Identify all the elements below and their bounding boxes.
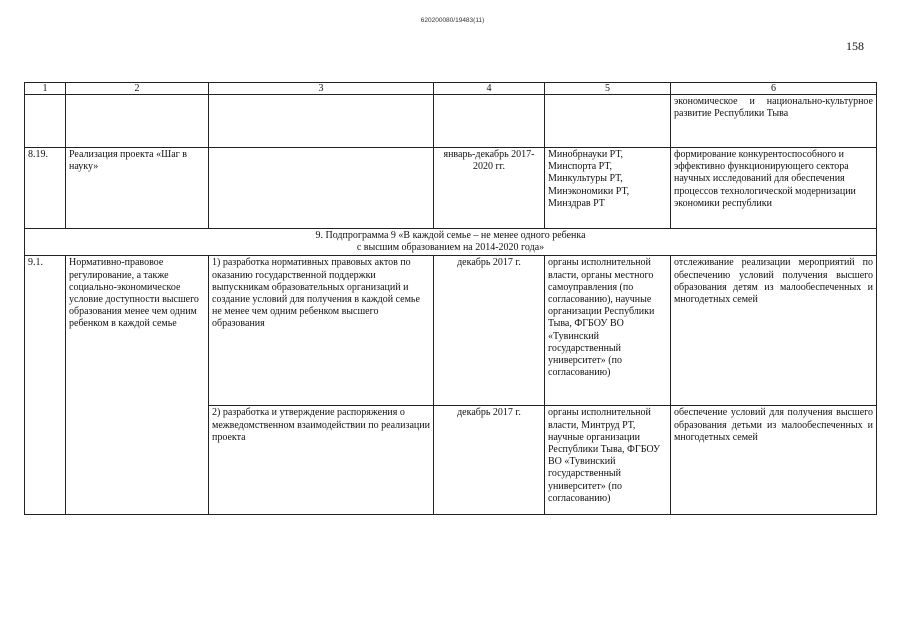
row-executor: органы исполнительной власти, Минтруд РТ, научные организации Республики Тыва, ФГБОУ ВО «Тувинский государственный университет» (по согласованию) (545, 406, 671, 515)
column-header: 3 (209, 83, 434, 95)
page-number: 158 (846, 39, 864, 53)
program-table (24, 82, 877, 515)
table-header-row (25, 83, 877, 95)
section-title-line: с высшим образованием на 2014-2020 года» (356, 242, 545, 254)
document-id: 620200080/19483(11) (420, 17, 485, 24)
column-header: 4 (434, 83, 545, 95)
row-name (66, 95, 209, 148)
row-period (434, 95, 545, 148)
row-measure (209, 95, 434, 148)
row-result: экономическое и национально-культурное развитие Республики Тыва (671, 95, 877, 148)
row-number: 9.1. (25, 256, 66, 515)
section-title-line: 9. Подпрограмма 9 «В каждой семье – не менее одного ребенка (315, 230, 586, 241)
row-number: 8.19. (25, 148, 66, 229)
row-measure (209, 148, 434, 229)
row-result: формирование конкурентоспособного и эффективно функционирующего сектора научных исследований для обеспечения процессов технологической модернизации экономики республики (671, 148, 877, 229)
row-period: декабрь 2017 г. (434, 256, 545, 406)
column-header: 6 (671, 83, 877, 95)
section-header-row (25, 229, 877, 256)
row-executor: органы исполнительной власти, органы местного самоуправления (по согласованию), научные организации Республики Тыва, ФГБОУ ВО «Тувинский государственный университет» (по согласованию) (545, 256, 671, 406)
row-name: Реализация проекта «Шаг в науку» (66, 148, 209, 229)
row-period: декабрь 2017 г. (434, 406, 545, 515)
row-result: обеспечение условий для получения высшего образования детьми из малообеспеченных и многодетных семей (671, 406, 877, 515)
row-measure: 1) разработка нормативных правовых актов по оказанию государственной поддержки выпускникам образовательных организаций и создание условий для получения в каждой семье не менее чем одним ребенком высшего образования (209, 256, 434, 406)
column-header: 5 (545, 83, 671, 95)
table-row (25, 148, 877, 229)
row-number (25, 95, 66, 148)
section-title (25, 229, 877, 256)
row-executor: Минобрнауки РТ, Минспорта РТ, Минкультуры РТ, Минэкономики РТ, Минздрав РТ (545, 148, 671, 229)
column-header: 2 (66, 83, 209, 95)
row-result: отслеживание реализации мероприятий по обеспечению условий получения высшего образования детям из малообеспеченных и многодетных семей (671, 256, 877, 406)
table-row (25, 95, 877, 148)
row-name: Нормативно-правовое регулирование, а также социально-экономическое условие доступности высшего образования менее чем одним ребенком в каждой семье (66, 256, 209, 515)
row-executor (545, 95, 671, 148)
row-period: январь-декабрь 2017-2020 гг. (434, 148, 545, 229)
row-measure: 2) разработка и утверждение распоряжения о межведомственном взаимодействии по реализации проекта (209, 406, 434, 515)
table-row (25, 256, 877, 406)
column-header: 1 (25, 83, 66, 95)
